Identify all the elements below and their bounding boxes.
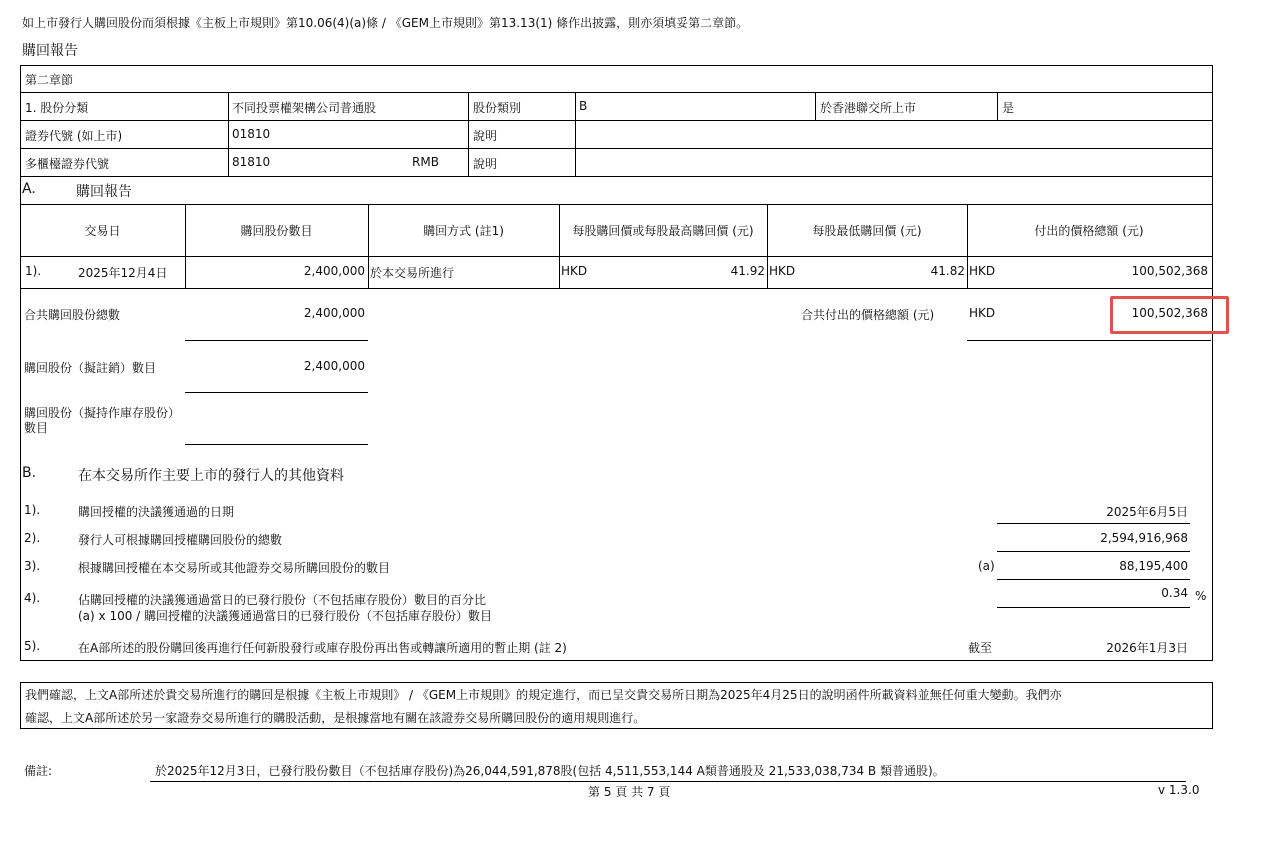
total-shares-value: 2,400,000 (303, 306, 365, 320)
treasury-shares-label-1: 購回股份（擬持作庫存股份） (24, 406, 181, 420)
b-item-4-value: 0.34 (1161, 586, 1188, 600)
col-header-total-price: 付出的價格總額 (元) (1034, 224, 1144, 238)
multi-counter-code-value: 81810 (232, 155, 271, 169)
b-item-2-value: 2,594,916,968 (1100, 531, 1188, 545)
total-price-value: 100,502,368 (1131, 306, 1208, 320)
section-a-title: 購回報告 (76, 184, 132, 200)
section-a-letter: A. (22, 181, 36, 197)
b-item-1-label: 購回授權的決議獲通過的日期 (78, 505, 235, 519)
row-total-currency: HKD (969, 264, 996, 278)
row-shares: 2,400,000 (303, 264, 365, 278)
b-item-1-index: 1). (24, 503, 41, 517)
b-item-2-label: 發行人可根據購回授權購回股份的總數 (78, 533, 283, 547)
multi-counter-code-label: 多櫃檯證券代號 (25, 157, 110, 171)
b-item-3-index: 3). (24, 559, 41, 573)
report-title: 購回報告 (22, 43, 78, 59)
col-header-method: 購回方式 (註1) (423, 224, 504, 238)
total-shares-label: 合共購回股份總數 (24, 308, 121, 322)
col-header-max-price: 每股購回價或每股最高購回價 (元) (572, 224, 754, 238)
listed-value: 是 (1002, 101, 1015, 115)
page-number: 第 5 頁 共 7 頁 (588, 785, 671, 799)
b-item-5-prefix: 截至 (968, 641, 993, 655)
b-item-5-label: 在A部所述的股份購回後再進行任何新股發行或庫存股份再出售或轉讓所適用的暫止期 (註 2) (78, 641, 567, 655)
total-price-label: 合共付出的價格總額 (元) (801, 308, 935, 322)
b-item-1-value: 2025年6月5日 (1106, 505, 1188, 519)
col-header-min-price: 每股最低購回價 (元) (812, 224, 922, 238)
highlight-box (1110, 296, 1229, 334)
row-total-price: 100,502,368 (1131, 264, 1208, 278)
row-min-price: 41.82 (930, 264, 965, 278)
b-item-5-value: 2026年1月3日 (1106, 641, 1188, 655)
share-type-label: 股份類別 (473, 101, 522, 115)
share-type-value: B (579, 99, 588, 113)
col-header-shares: 購回股份數目 (240, 224, 313, 238)
row-min-currency: HKD (769, 264, 796, 278)
row-max-currency: HKD (561, 264, 588, 278)
b-item-3-value: 88,195,400 (1119, 559, 1188, 573)
col-header-trade-date: 交易日 (84, 224, 121, 238)
row-max-price: 41.92 (730, 264, 765, 278)
multi-counter-currency: RMB (412, 155, 439, 169)
row-index: 1). (25, 264, 42, 278)
total-price-currency: HKD (969, 306, 996, 320)
b-item-2-index: 2). (24, 531, 41, 545)
intro-text: 如上市發行人購回股份而須根據《主板上市規則》第10.06(4)(a)條 / 《GEM上市規則》第13.13(1) 條作出披露，則亦須填妥第二章節。 (22, 16, 749, 30)
stock-code-value: 01810 (232, 127, 271, 141)
b-item-3-label: 根據購回授權在本交易所或其他證券交易所購回股份的數目 (78, 561, 391, 575)
treasury-shares-label-2: 數目 (24, 421, 49, 435)
cancel-shares-value: 2,400,000 (303, 359, 365, 373)
confirmation-line-1: 我們確認，上文A部所述於貴交易所進行的購回是根據《主板上市規則》 / 《GEM上市規則》的規定進行，而已呈交貴交易所日期為2025年4月25日的說明函件所載資料並無任何重大變動。我們亦 (25, 688, 1062, 702)
section-b-title: 在本交易所作主要上市的發行人的其他資料 (78, 468, 344, 484)
b-item-5-index: 5). (24, 639, 41, 653)
confirmation-line-2: 確認，上文A部所述於另一家證券交易所進行的購股活動，是根據當地有關在該證券交易所購回股份的適用規則進行。 (25, 711, 646, 725)
b-item-4-index: 4). (24, 591, 41, 605)
b-item-4-label-2: (a) x 100 / 購回授權的決議獲通過當日的已發行股份（不包括庫存股份）數目 (78, 609, 493, 623)
row-method: 於本交易所進行 (370, 266, 455, 280)
remarks-label: 備註: (24, 764, 53, 778)
b-item-3-prefix: (a) (978, 559, 995, 573)
remarks-text: 於2025年12月3日，已發行股份數目（不包括庫存股份)為26,044,591,878股(包括 4,511,553,144 A類普通股及 21,533,038,734 B 類普通股)。 (155, 764, 945, 778)
listed-label: 於香港聯交所上市 (820, 101, 917, 115)
chapter-label: 第二章節 (25, 73, 74, 87)
cancel-shares-label: 購回股份（擬註銷）數目 (24, 361, 157, 375)
share-class-value: 不同投票權架構公司普通股 (232, 101, 377, 115)
description-label: 說明 (473, 129, 498, 143)
stock-code-label: 證券代號 (如上市) (25, 129, 123, 143)
version-label: v 1.3.0 (1158, 783, 1200, 797)
row-trade-date: 2025年12月4日 (78, 266, 168, 280)
description-label-2: 說明 (473, 157, 498, 171)
b-item-4-label: 佔購回授權的決議獲通過當日的已發行股份（不包括庫存股份）數目的百分比 (78, 593, 487, 607)
b-item-4-unit: % (1195, 589, 1207, 603)
section-b-letter: B. (22, 465, 37, 481)
share-class-label: 1. 股份分類 (25, 101, 89, 115)
